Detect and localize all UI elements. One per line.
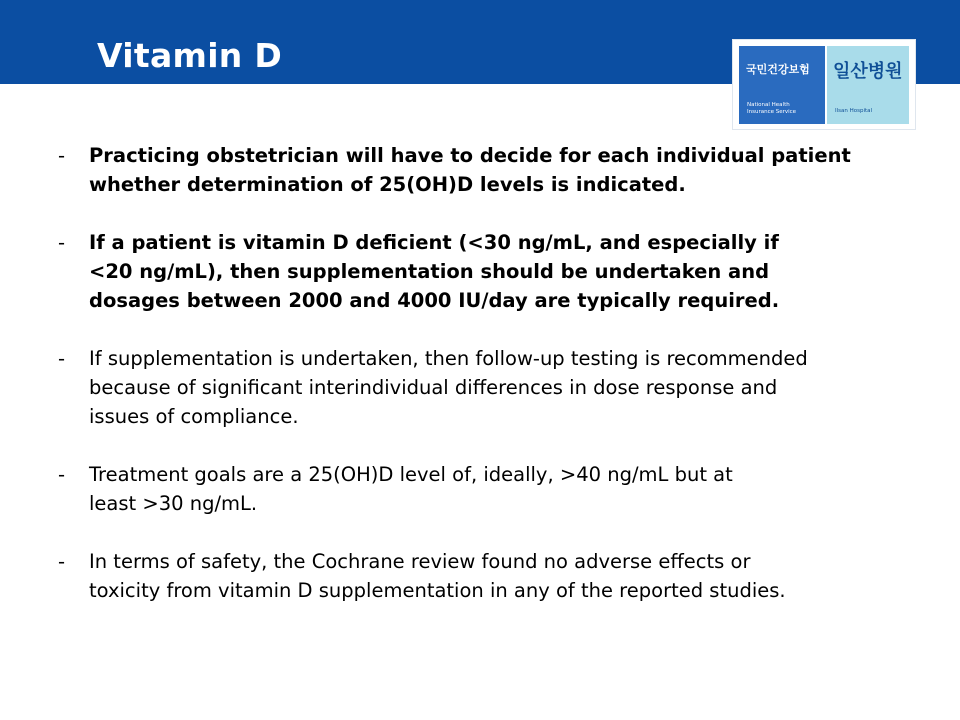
bullet-item: [58, 344, 918, 431]
slide-title: Vitamin D: [97, 36, 283, 75]
logo-nhis-panel: [739, 46, 825, 124]
bullet-line: dosages between 2000 and 4000 IU/day are typically required.: [89, 289, 780, 312]
bullet-line: issues of compliance.: [89, 405, 299, 428]
logo-nhis-korean: 국민건강보험: [746, 63, 810, 76]
bullet-line: least >30 ng/mL.: [89, 492, 258, 515]
logo-nhis-english-line2: Insurance Service: [747, 109, 797, 115]
bullet-item: [58, 228, 918, 315]
logo-ilsan-panel: [827, 46, 909, 124]
bullet-item: [58, 547, 918, 605]
bullet-item: [58, 141, 918, 199]
logo-nhis-english: [747, 102, 823, 116]
bullet-line: Practicing obstetrician will have to decide for each individual patient: [89, 144, 851, 167]
logo-ilsan-korean: 일산병원: [833, 61, 903, 82]
bullet-text: [89, 228, 918, 315]
bullet-text: [89, 141, 918, 199]
bullet-dash: -: [58, 463, 66, 486]
bullet-line: because of significant interindividual differences in dose response and: [89, 376, 778, 399]
bullet-line: If supplementation is undertaken, then follow-up testing is recommended: [89, 347, 808, 370]
bullet-text: [89, 460, 918, 518]
bullet-text: [89, 547, 918, 605]
bullet-dash: -: [58, 144, 66, 167]
bullet-dash: -: [58, 231, 66, 254]
bullet-line: toxicity from vitamin D supplementation in any of the reported studies.: [89, 579, 786, 602]
bullet-line: <20 ng/mL), then supplementation should be undertaken and: [89, 260, 770, 283]
bullet-item: [58, 460, 918, 518]
logo-ilsan-english: Ilsan Hospital: [835, 108, 873, 114]
bullet-dash: -: [58, 347, 66, 370]
hospital-logo: [733, 40, 915, 129]
bullet-line: In terms of safety, the Cochrane review found no adverse effects or: [89, 550, 751, 573]
bullet-dash: -: [58, 550, 66, 573]
bullet-list: [58, 141, 918, 634]
bullet-line: whether determination of 25(OH)D levels is indicated.: [89, 173, 686, 196]
bullet-line: If a patient is vitamin D deficient (<30 ng/mL, and especially if: [89, 231, 779, 254]
bullet-line: Treatment goals are a 25(OH)D level of, ideally, >40 ng/mL but at: [89, 463, 733, 486]
bullet-text: [89, 344, 918, 431]
logo-nhis-english-line1: National Health: [747, 102, 790, 108]
